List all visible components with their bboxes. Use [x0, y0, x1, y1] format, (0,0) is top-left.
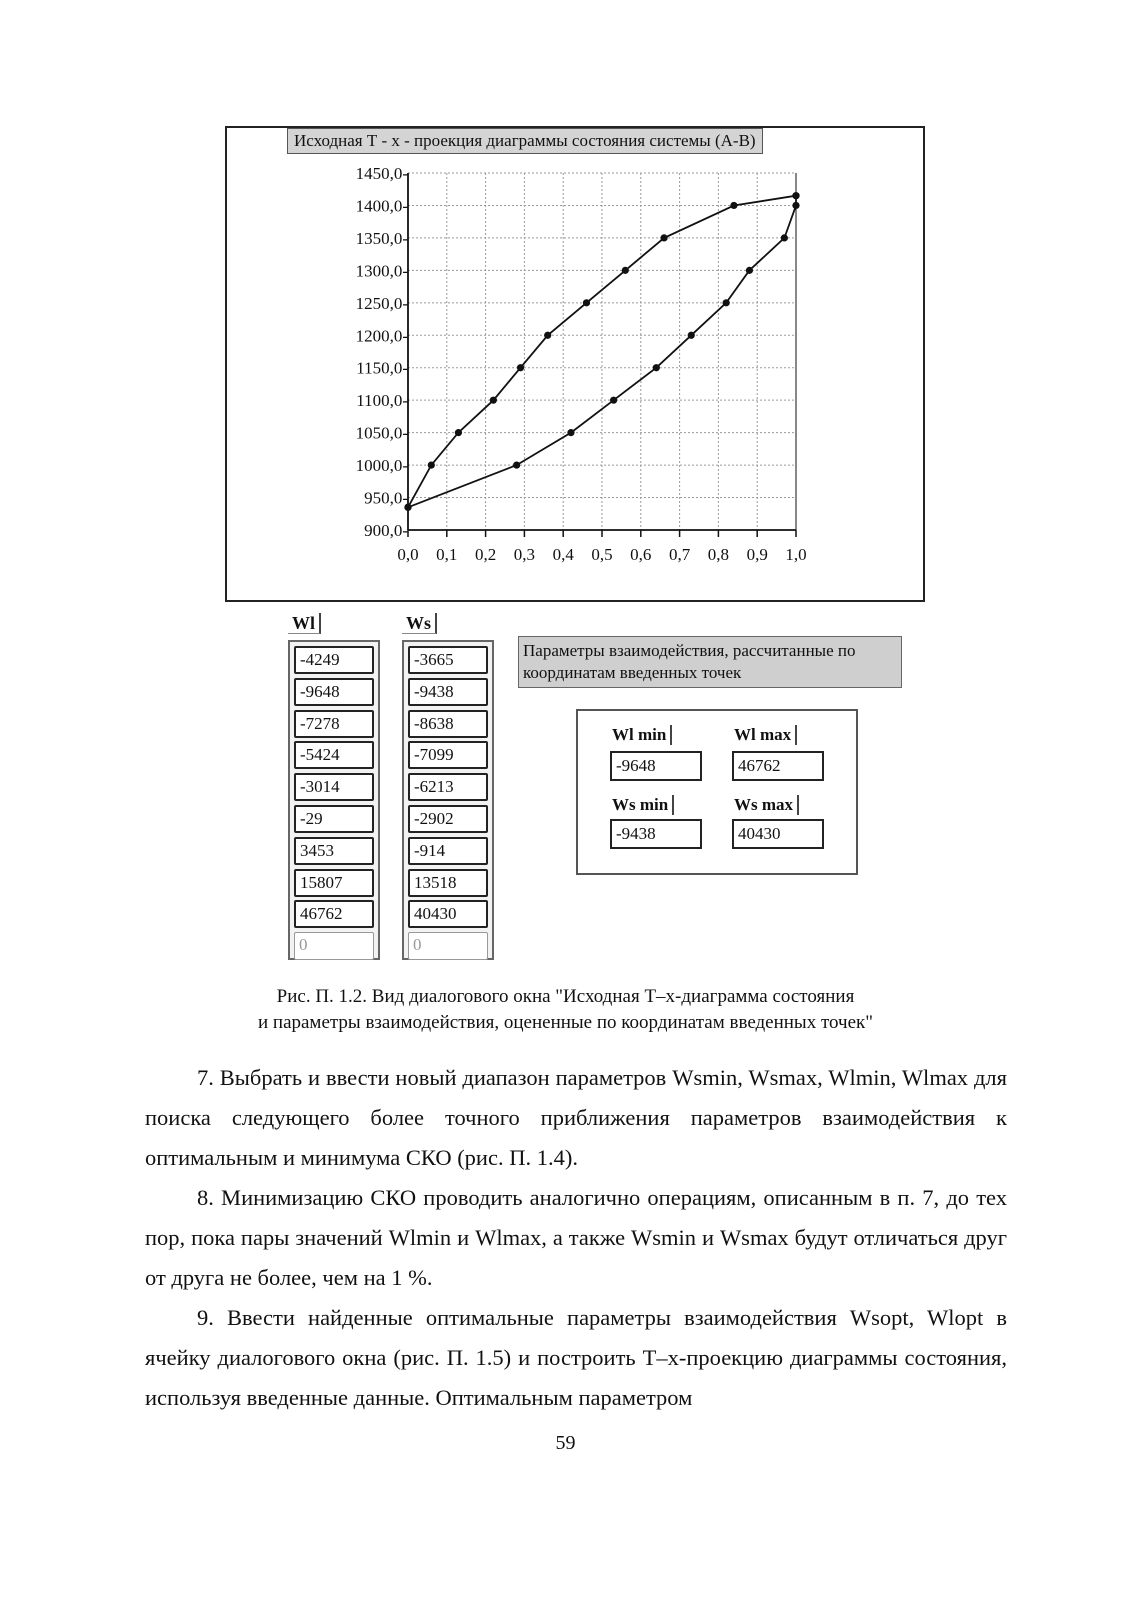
figure-caption-line-1: Рис. П. 1.2. Вид диалогового окна "Исходная T–x-диаграмма состояния	[276, 986, 855, 1007]
figure-caption-line-2: и параметры взаимодействия, оцененные по координатам введенных точек"	[257, 1012, 873, 1033]
y-tick-label: 950,0-	[364, 488, 408, 508]
ws-value-field[interactable]: -9438	[408, 678, 488, 706]
y-tick-label: 1350,0-	[355, 228, 408, 248]
wl-value-field[interactable]: 0	[294, 932, 374, 960]
x-tick-label: 0,5	[591, 545, 613, 564]
x-tick-label: 0,2	[474, 545, 497, 564]
ws-value-field[interactable]: -2902	[408, 805, 488, 833]
page-number: 59	[555, 1432, 576, 1454]
ws-min-label: Ws min	[612, 795, 674, 815]
params-group	[576, 709, 858, 875]
y-tick-label: 1150,0-	[356, 358, 408, 378]
data-point	[723, 299, 730, 306]
wl-min-field[interactable]: -9648	[610, 751, 702, 781]
data-point	[567, 429, 574, 436]
data-point	[428, 461, 435, 468]
ws-value-field[interactable]: -7099	[408, 741, 488, 769]
tx-chart	[330, 165, 830, 570]
ws-value-field[interactable]: 13518	[408, 869, 488, 897]
x-tick-label: 0,8	[707, 545, 730, 564]
wl-value-field[interactable]: -3014	[294, 773, 374, 801]
wl-value-field[interactable]: 3453	[294, 837, 374, 865]
ws-value-field[interactable]: 0	[408, 932, 488, 960]
wl-value-field[interactable]: -5424	[294, 741, 374, 769]
ws-value-field[interactable]: -6213	[408, 773, 488, 801]
wl-value-field[interactable]: -9648	[294, 678, 374, 706]
paragraph-9: 9. Ввести найденные оптимальные параметры взаимодействия Wsopt, Wlopt в ячейку диалогового окна (рис. П. 1.5) и построить T–x-проекцию диаграммы состояния, используя введенные данные. Оптимальным параметром	[145, 1305, 1007, 1410]
wl-input-column	[288, 640, 380, 960]
wl-min-label: Wl min	[612, 725, 672, 745]
y-tick-label: 900,0-	[364, 521, 408, 540]
wl-column-label: Wl	[288, 613, 321, 634]
y-tick-label: 1400,0-	[355, 196, 408, 216]
paragraph-8: 8. Минимизацию СКО проводить аналогично операциям, описанным в п. 7, до тех пор, пока пары значений Wlmin и Wlmax, а также Wsmin и Wsmax будут отличаться друг от друга не более, чем на 1 %.	[145, 1185, 1007, 1290]
y-tick-label: 1000,0-	[355, 456, 408, 476]
wl-value-field[interactable]: -29	[294, 805, 374, 833]
ws-value-field[interactable]: 40430	[408, 900, 488, 928]
y-tick-label: 1450,0-	[355, 165, 408, 183]
wl-max-label: Wl max	[734, 725, 797, 745]
data-point	[490, 397, 497, 404]
x-tick-label: 0,7	[668, 545, 691, 564]
data-point	[610, 397, 617, 404]
data-point	[660, 234, 667, 241]
window-title: Исходная Т - x - проекция диаграммы состояния системы (A-B)	[287, 128, 763, 154]
ws-max-field[interactable]: 40430	[732, 819, 824, 849]
y-tick-label: 1200,0-	[355, 326, 408, 346]
data-point	[792, 202, 799, 209]
data-point	[622, 267, 629, 274]
x-tick-label: 0,3	[513, 545, 536, 564]
data-point	[730, 202, 737, 209]
params-banner: Параметры взаимодействия, рассчитанные по координатам введенных точек	[518, 636, 902, 688]
ws-input-column	[402, 640, 494, 960]
data-point	[688, 332, 695, 339]
ws-value-field[interactable]: -914	[408, 837, 488, 865]
data-point	[455, 429, 462, 436]
y-tick-label: 1100,0-	[356, 391, 408, 411]
x-tick-label: 0,1	[436, 545, 458, 564]
data-point	[653, 364, 660, 371]
data-point	[513, 461, 520, 468]
data-point	[517, 364, 524, 371]
x-tick-label: 0,4	[552, 545, 574, 564]
data-point	[781, 234, 788, 241]
y-tick-label: 1050,0-	[355, 423, 408, 443]
ws-value-field[interactable]: -8638	[408, 710, 488, 738]
ws-column-label: Ws	[402, 613, 437, 634]
y-tick-label: 1250,0-	[355, 293, 408, 313]
x-tick-label: 1,0	[785, 545, 807, 564]
wl-value-field[interactable]: 15807	[294, 869, 374, 897]
y-tick-label: 1300,0-	[355, 261, 408, 281]
wl-value-field[interactable]: -4249	[294, 646, 374, 674]
x-tick-label: 0,6	[630, 545, 652, 564]
data-point	[583, 299, 590, 306]
x-tick-label: 0,9	[746, 545, 768, 564]
data-point	[544, 332, 551, 339]
paragraph-7: 7. Выбрать и ввести новый диапазон параметров Wsmin, Wsmax, Wlmin, Wlmax для поиска следующего более точного приближения параметров взаимодействия к оптимальным и минимума СКО (рис. П. 1.4).	[145, 1065, 1007, 1170]
data-point	[746, 267, 753, 274]
wl-max-field[interactable]: 46762	[732, 751, 824, 781]
ws-value-field[interactable]: -3665	[408, 646, 488, 674]
x-tick-label: 0,0	[397, 545, 419, 564]
ws-max-label: Ws max	[734, 795, 799, 815]
wl-value-field[interactable]: -7278	[294, 710, 374, 738]
ws-min-field[interactable]: -9438	[610, 819, 702, 849]
data-point	[792, 192, 799, 199]
wl-value-field[interactable]: 46762	[294, 900, 374, 928]
